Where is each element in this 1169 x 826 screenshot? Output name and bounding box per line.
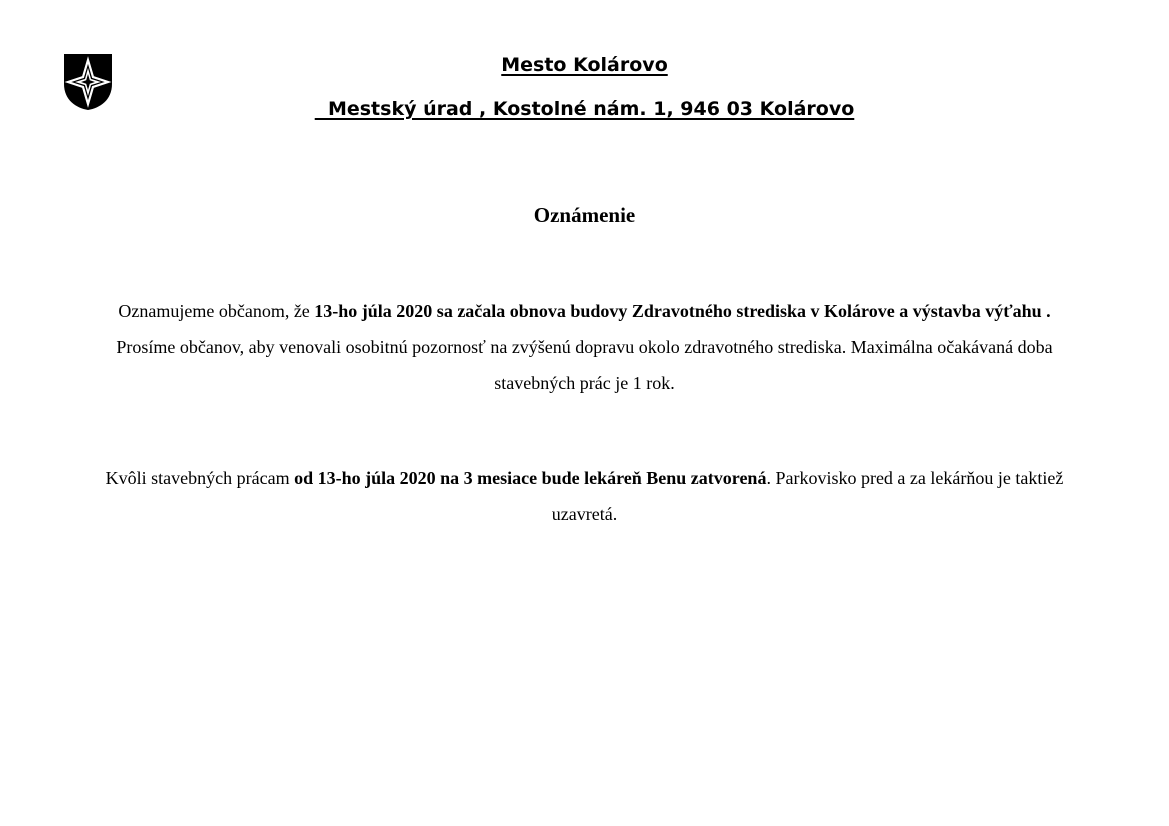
paragraph-2-text-start: Kvôli stavebných prácam [105,468,295,488]
office-address: Mestský úrad , Kostolné nám. 1, 946 03 Kolárovo [314,98,855,120]
paragraph-1-text-start: Oznamujeme občanom, že [118,301,315,321]
document-title: Oznámenie [533,203,636,227]
paragraph-2-text-end: . Parkovisko pred a za lekárňou je taktiež uzavretá. [551,468,1064,524]
paragraph-2-bold-text: od 13-ho júla 2020 na 3 mesiace bude lekáreň Benu zatvorená [294,468,767,488]
paragraph-1-text-end: Prosíme občanov, aby venovali osobitnú pozornosť na zvýšenú dopravu okolo zdravotného strediska. Maximálna očakávaná doba stavebných prác je 1 rok. [116,337,1053,393]
announcement-paragraph-2 [86,460,1083,532]
organization-heading [0,52,1169,78]
organization-name: Mesto Kolárovo [501,54,668,76]
paragraph-1-bold-text: 13-ho júla 2020 sa začala obnova budovy Zdravotného strediska v Kolárove a výstavba výťahu . [314,301,1051,321]
address-heading [0,96,1169,122]
announcement-paragraph-1 [96,293,1073,401]
